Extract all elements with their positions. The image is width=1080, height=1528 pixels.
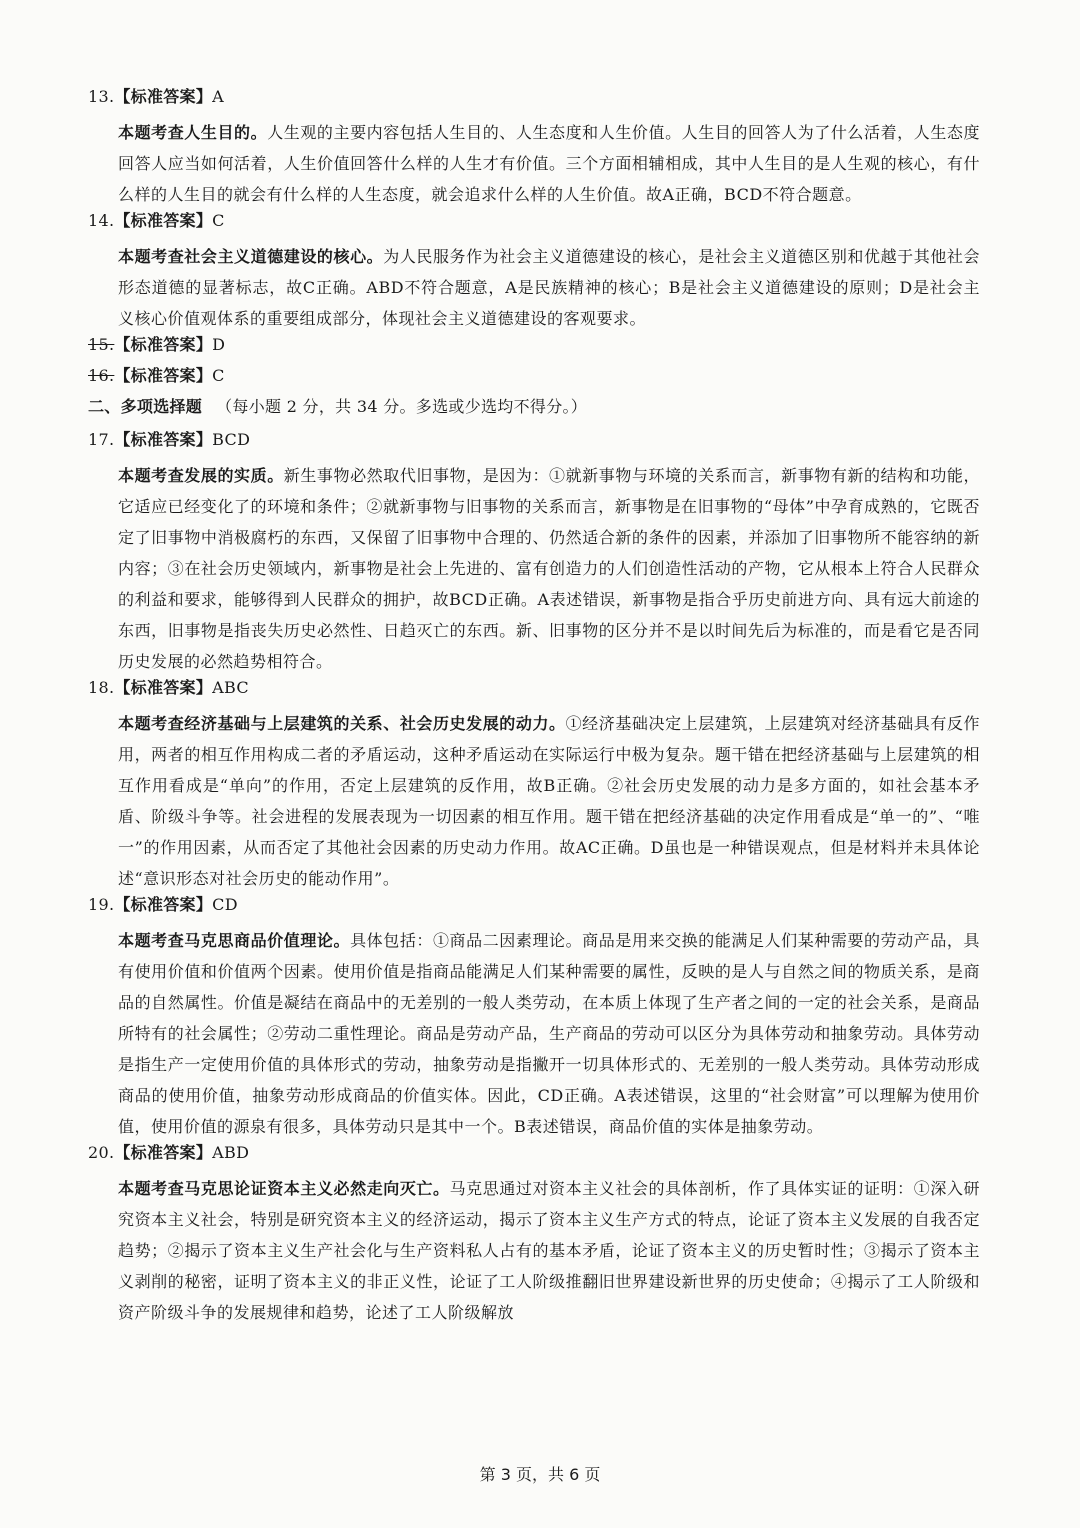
answer-14-explanation	[118, 241, 980, 334]
answer-value: ABC	[212, 678, 249, 697]
explanation-text: 具体包括：①商品二因素理论。商品是用来交换的能满足人们某种需要的劳动产品，具有使用价值和价值两个因素。使用价值是指商品能满足人们某种需要的属性，反映的是人与自然之间的物质关系，是商品的自然属性。价值是凝结在商品中的无差别的一般人类劳动，在本质上体现了生产者之间的一定的社会关系，是商品所特有的社会属性；②劳动二重性理论。商品是劳动产品，生产商品的劳动可以区分为具体劳动和抽象劳动。具体劳动是指生产一定使用价值的具体形式的劳动，抽象劳动是指撇开一切具体形式的、无差别的一般人类劳动。具体劳动形成商品的使用价值，抽象劳动形成商品的价值实体。因此，CD正确。A表述错误，这里的“社会财富”可以理解为使用价值，使用价值的源泉有很多，具体劳动只是其中一个。B表述错误，商品价值的实体是抽象劳动。	[118, 931, 980, 1136]
question-number: 13.	[88, 87, 115, 106]
answer-value: ABD	[212, 1143, 250, 1162]
answer-content	[88, 86, 988, 1328]
answer-label: 【标准答案】	[114, 895, 213, 914]
topic-title: 本题考查社会主义道德建设的核心。	[118, 247, 384, 266]
answer-label: 【标准答案】	[114, 211, 213, 230]
answer-value: BCD	[212, 430, 251, 449]
explanation-text: 马克思通过对资本主义社会的具体剖析，作了具体实证的证明：①深入研究资本主义社会，特别是研究资本主义的经济运动，揭示了资本主义生产方式的特点，论证了资本主义发展的自我否定趋势；②揭示了资本主义生产社会化与生产资料私人占有的基本矛盾，论证了资本主义的历史暂时性；③揭示了资本主义剥削的秘密，证明了资本主义的非正义性，论证了工人阶级推翻旧世界建设新世界的历史使命；④揭示了工人阶级和资产阶级斗争的发展规律和趋势，论述了工人阶级解放	[118, 1179, 980, 1322]
answer-label: 【标准答案】	[114, 87, 213, 106]
answer-14-header	[88, 210, 988, 241]
question-number: 20.	[88, 1143, 115, 1162]
answer-value: C	[212, 366, 225, 385]
question-number: 16.	[88, 366, 115, 385]
question-number: 18.	[88, 678, 115, 697]
answer-18-explanation	[118, 708, 980, 894]
section-note: （每小题 2 分，共 34 分。多选或少选均不得分。）	[216, 397, 588, 416]
answer-18-header	[88, 677, 988, 708]
explanation-text: 新生事物必然取代旧事物，是因为：①就新事物与环境的关系而言，新事物有新的结构和功能，它适应已经变化了的环境和条件；②就新事物与旧事物的关系而言，新事物是在旧事物的“母体”中孕育成熟的，它既否定了旧事物中消极腐朽的东西，又保留了旧事物中合理的、仍然适合新的条件的因素，并添加了旧事物所不能容纳的新内容；③在社会历史领域内，新事物是社会上先进的、富有创造力的人们创造性活动的产物，它从根本上符合人民群众的利益和要求，能够得到人民群众的拥护，故BCD正确。A表述错误，新事物是指合乎历史前进方向、具有远大前途的东西，旧事物是指丧失历史必然性、日趋灭亡的东西。新、旧事物的区分并不是以时间先后为标准的，而是看它是否同历史发展的必然趋势相符合。	[118, 466, 980, 671]
section-title: 二、多项选择题	[88, 397, 203, 416]
answer-label: 【标准答案】	[114, 335, 213, 354]
question-number: 17.	[88, 430, 115, 449]
topic-title: 本题考查马克思商品价值理论。	[118, 931, 351, 950]
answer-17-header	[88, 429, 988, 460]
answer-13-explanation	[118, 117, 980, 210]
answer-19-explanation	[118, 925, 980, 1142]
answer-label: 【标准答案】	[114, 366, 213, 385]
answer-19-header	[88, 894, 988, 925]
answer-16-header	[88, 365, 988, 396]
question-number: 15.	[88, 335, 115, 354]
answer-value: A	[212, 87, 225, 106]
question-number: 19.	[88, 895, 115, 914]
answer-13-header	[88, 86, 988, 117]
explanation-text: ①经济基础决定上层建筑，上层建筑对经济基础具有反作用，两者的相互作用构成二者的矛盾运动，这种矛盾运动在实际运行中极为复杂。题干错在把经济基础与上层建筑的相互作用看成是“单向”的作用，否定上层建筑的反作用，故B正确。②社会历史发展的动力是多方面的，如社会基本矛盾、阶级斗争等。社会进程的发展表现为一切因素的相互作用。题干错在把经济基础的决定作用看成是“单一的”、“唯一”的作用因素，从而否定了其他社会因素的历史动力作用。故AC正确。D虽也是一种错误观点，但是材料并未具体论述“意识形态对社会历史的能动作用”。	[118, 714, 980, 888]
answer-label: 【标准答案】	[114, 678, 213, 697]
question-number: 14.	[88, 211, 115, 230]
page-footer: 第 3 页，共 6 页	[479, 1465, 601, 1484]
explanation-text: 人生观的主要内容包括人生目的、人生态度和人生价值。人生目的回答人为了什么活着，人生态度回答人应当如何活着，人生价值回答什么样的人生才有价值。三个方面相辅相成，其中人生目的是人生观的核心，有什么样的人生目的就会有什么样的人生态度，就会追求什么样的人生价值。故A正确，BCD不符合题意。	[118, 123, 980, 204]
topic-title: 本题考查人生目的。	[118, 123, 268, 142]
answer-15-header	[88, 334, 988, 365]
answer-value: CD	[212, 895, 238, 914]
topic-title: 本题考查经济基础与上层建筑的关系、社会历史发展的动力。	[118, 714, 566, 733]
answer-label: 【标准答案】	[114, 430, 213, 449]
section-heading	[88, 396, 988, 429]
answer-value: C	[212, 211, 225, 230]
topic-title: 本题考查马克思论证资本主义必然走向灭亡。	[118, 1179, 450, 1198]
answer-20-header	[88, 1142, 988, 1173]
answer-label: 【标准答案】	[114, 1143, 213, 1162]
answer-17-explanation	[118, 460, 980, 677]
answer-value: D	[212, 335, 226, 354]
answer-20-explanation	[118, 1173, 980, 1328]
explanation-text: 为人民服务作为社会主义道德建设的核心，是社会主义道德区别和优越于其他社会形态道德的显著标志，故C正确。ABD不符合题意，A是民族精神的核心；B是社会主义道德建设的原则；D是社会主义核心价值观体系的重要组成部分，体现社会主义道德建设的客观要求。	[118, 247, 980, 328]
topic-title: 本题考查发展的实质。	[118, 466, 284, 485]
